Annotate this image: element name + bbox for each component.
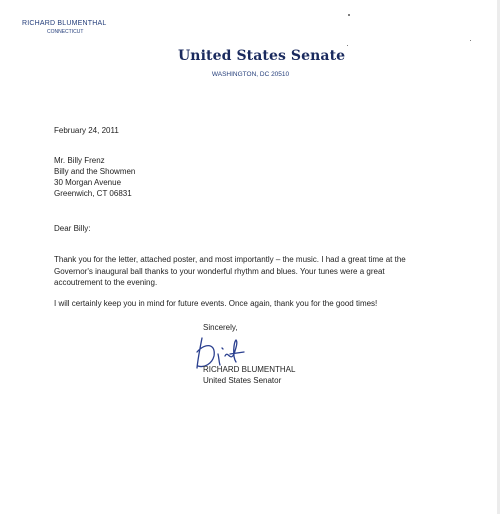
sender-name: RICHARD BLUMENTHAL xyxy=(22,20,107,27)
recipient-line: Billy and the Showmen xyxy=(54,167,136,176)
closing: Sincerely, xyxy=(203,323,238,332)
paragraph-1 xyxy=(54,254,406,289)
scan-speck xyxy=(347,45,348,46)
sender-state: CONNECTICUT xyxy=(47,29,84,35)
signer-name: RICHARD BLUMENTHAL xyxy=(203,365,296,374)
salutation: Dear Billy: xyxy=(54,224,91,233)
paragraph-2: I will certainly keep you in mind for future events. Once again, thank you for the good times! xyxy=(54,299,378,308)
paragraph-line: accoutrement to the evening. xyxy=(54,278,158,287)
scan-speck xyxy=(348,14,350,16)
letterhead-address: WASHINGTON, DC 20510 xyxy=(211,71,290,78)
recipient-line: 30 Morgan Avenue xyxy=(54,178,122,187)
letter-date: February 24, 2011 xyxy=(54,126,119,135)
paragraph-line: Thank you for the letter, attached poster, and most importantly – the music. I had a great time at the xyxy=(54,255,406,264)
scan-speck xyxy=(470,40,471,41)
recipient-line: Greenwich, CT 06831 xyxy=(54,189,132,198)
letterhead-title: United States Senate xyxy=(178,48,346,64)
recipient-line: Mr. Billy Frenz xyxy=(54,156,105,165)
paragraph-line: Governor's inaugural ball thanks to your wonderful rhythm and blues. Your tunes were a great xyxy=(54,266,385,276)
signer-title: United States Senator xyxy=(203,376,282,385)
recipient-address xyxy=(54,155,135,199)
